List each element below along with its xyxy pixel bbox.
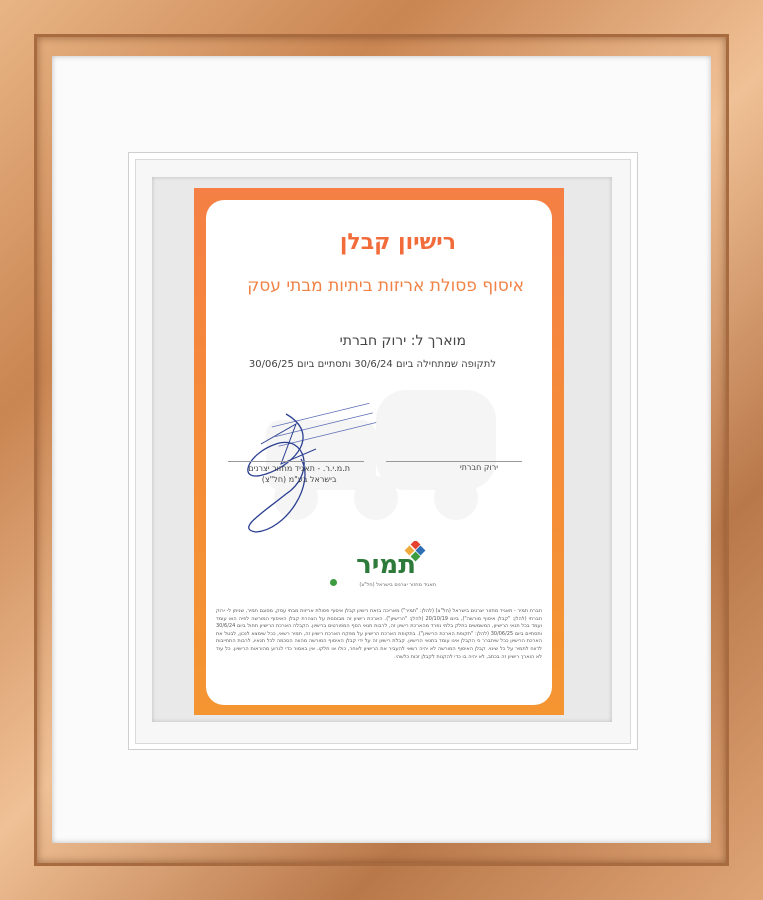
logo-text: תמיר bbox=[356, 550, 416, 580]
certificate-awardee: מוארך ל: ירוק חברתי bbox=[339, 333, 466, 349]
fine-print: חברת תמיר - תאגיד מחזור יצרנים בישראל (חל"צ) (להלן: "תמיר") מאריכה בזאת רישיון קבלן איסוף פסולת אריזות מבתי עסק, מסוגם תמיר, שניתן ל- ירוק חברתי (להלן: "קבלן איסוף מורשה"), ביום 20/10/19 (להלן: "הרישיון"). הארכת רישיון זה מבוססת על הצהרת קבלן האיסוף המורשה לפיה הוא עומד ועמד בכל תנאי הרישיון, המשמשים כחלק בלתי נפרד מהארכת רישיון זה, לרבות תנאי הסף המפורטים ברישיון. הקבלה הארכת הרישיון תחול ביום 30/6/24 ותסתיים ביום 30/06/25 (להלן: "תקופת הארכת הרישיון"). בתקופת הארכת הרישיון על מפקח הארכת רישיון זה, תמיר רשאי, ככל שימצא לנכון, לבטל את הארכת הרישיון ככל שיתברר כי הקבלן אינו עומד בתנאי הרישיון. קבלת רישיון זה על ידי קבלן האיסוף המורשה מהווה הסכמה לכל תנאיו, לרבות התחייבות לדווח לתמיר על כל שינוי. קבלן האיסוף המורשה לא יהיה רשאי להעביר את הרישיון לאחר, כולו או חלקו. אין באמור כדי לגרוע מהוראות הרישיון. כל עוד לא הוארך רישיון זה בכתב, לא יהיה בו כדי להקנות לקבלן זכות כלשהי. bbox=[216, 608, 543, 660]
logo-recycle-dot-icon bbox=[330, 579, 337, 586]
logo-tagline: תאגיד מחזור יצרנים בישראל (חל"צ) bbox=[359, 582, 436, 588]
signature-left-label-line2: בישראל בע"מ (חל"צ) bbox=[261, 475, 337, 484]
certificate-title: רישיון קבלן bbox=[339, 230, 456, 255]
certificate-paper bbox=[206, 200, 552, 705]
signature-right-label: ירוק חברתי bbox=[459, 463, 498, 472]
signature-line-left bbox=[228, 461, 364, 462]
signature-line-right bbox=[386, 461, 522, 462]
certificate-subtitle: איסוף פסולת אריזות ביתיות מבתי עסק bbox=[247, 276, 524, 296]
signature-left-label-line1: ת.מ.י.ר. - תאגיד מחזור יצרנים bbox=[248, 464, 350, 473]
certificate-period: לתקופה שמתחילה ביום 30/6/24 ותסתיים ביום 30/06/25 bbox=[248, 359, 496, 370]
signature-left-label bbox=[248, 463, 350, 485]
